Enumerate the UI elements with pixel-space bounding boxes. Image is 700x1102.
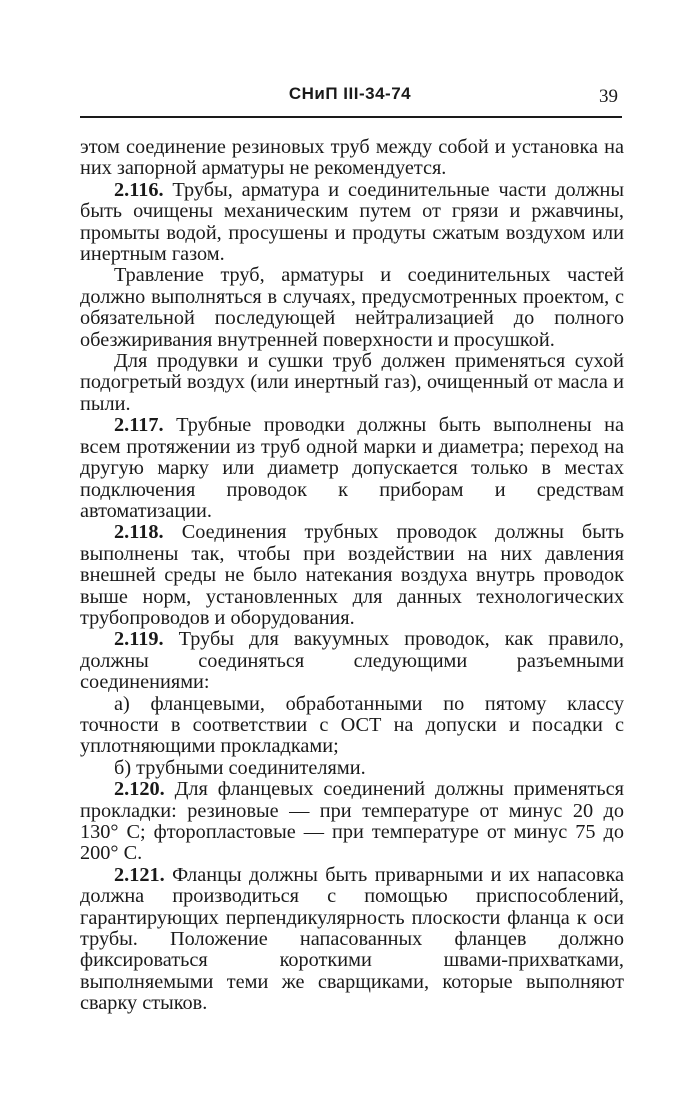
paragraph-text: Трубные проводки должны быть выполнены на всем протяжении из труб одной марки и диаметра; переход на другую марку или диаметр допускается только в местах подключения проводок к приборам и средствам автоматизации.: [80, 414, 624, 522]
paragraph-text: Для фланцевых соединений должны применяться прокладки: резиновые — при температуре от минус 20 до 130° С; фторопластовые — при температуре от минус 75 до 200° С.: [80, 778, 624, 865]
paragraph: [80, 137, 624, 180]
section-number: 2.121.: [114, 863, 165, 886]
paragraph: [80, 415, 624, 522]
paragraph-text: Трубы, арматура и соединительные части должны быть очищены механическим путем от грязи и ржавчины, промыты водой, просушены и продуты сжатым воздухом или инертным газом.: [80, 178, 624, 266]
section-number: 2.117.: [114, 414, 164, 437]
page-body: [80, 137, 624, 1015]
list-item-text: б) трубными соединителями.: [114, 756, 366, 779]
paragraph-text: Трубы для вакуумных проводок, как правило, должны соединяться следующими разъемными соединениями:: [80, 628, 624, 694]
paragraph: [80, 865, 624, 1015]
paragraph: [80, 522, 624, 629]
paragraph: [80, 351, 624, 415]
header-rule: [80, 116, 622, 118]
list-item: [80, 694, 624, 758]
list-item: [80, 758, 624, 779]
paragraph-text: этом соединение резиновых труб между собой и установка на них запорной арматуры не рекомендуется.: [80, 136, 624, 180]
section-number: 2.120.: [114, 778, 165, 801]
section-number: 2.118.: [114, 521, 164, 544]
paragraph: [80, 779, 624, 865]
running-header: [80, 84, 620, 110]
document-code: СНиП III-34-74: [288, 84, 412, 103]
section-number: 2.116.: [114, 178, 164, 201]
page-number: 39: [599, 86, 618, 107]
paragraph-text: Для продувки и сушки труб должен применяться сухой подогретый воздух (или инертный газ), очищенный от масла и пыли.: [80, 350, 624, 415]
paragraph: [80, 629, 624, 693]
paragraph-text: Соединения трубных проводок должны быть выполнены так, чтобы при воздействии на них давления внешней среды не было натекания воздуха внутрь проводок выше норм, установленных для данных технологических трубопроводов и оборудования.: [80, 521, 624, 629]
paragraph-text: Травление труб, арматуры и соединительных частей должно выполняться в случаях, предусмотренных проектом, с обязательной последующей нейтрализацией до полного обезжиривания внутренней поверхности и просушкой.: [80, 264, 624, 351]
paragraph-text: Фланцы должны быть приварными и их напасовка должна производиться с помощью приспособлений, гарантирующих перпендикулярность плоскости фланца к оси трубы. Положение напасованных фланцев должно фиксироваться короткими швами-прихватками, выполняемыми теми же сварщиками, которые выполняют сварку стыков.: [80, 863, 624, 1015]
section-number: 2.119.: [114, 628, 164, 651]
paragraph: [80, 180, 624, 266]
list-item-text: а) фланцевыми, обработанными по пятому классу точности в соответствии с ОСТ на допуски и посадки с уплотняющими прокладками;: [80, 692, 624, 758]
paragraph: [80, 265, 624, 351]
